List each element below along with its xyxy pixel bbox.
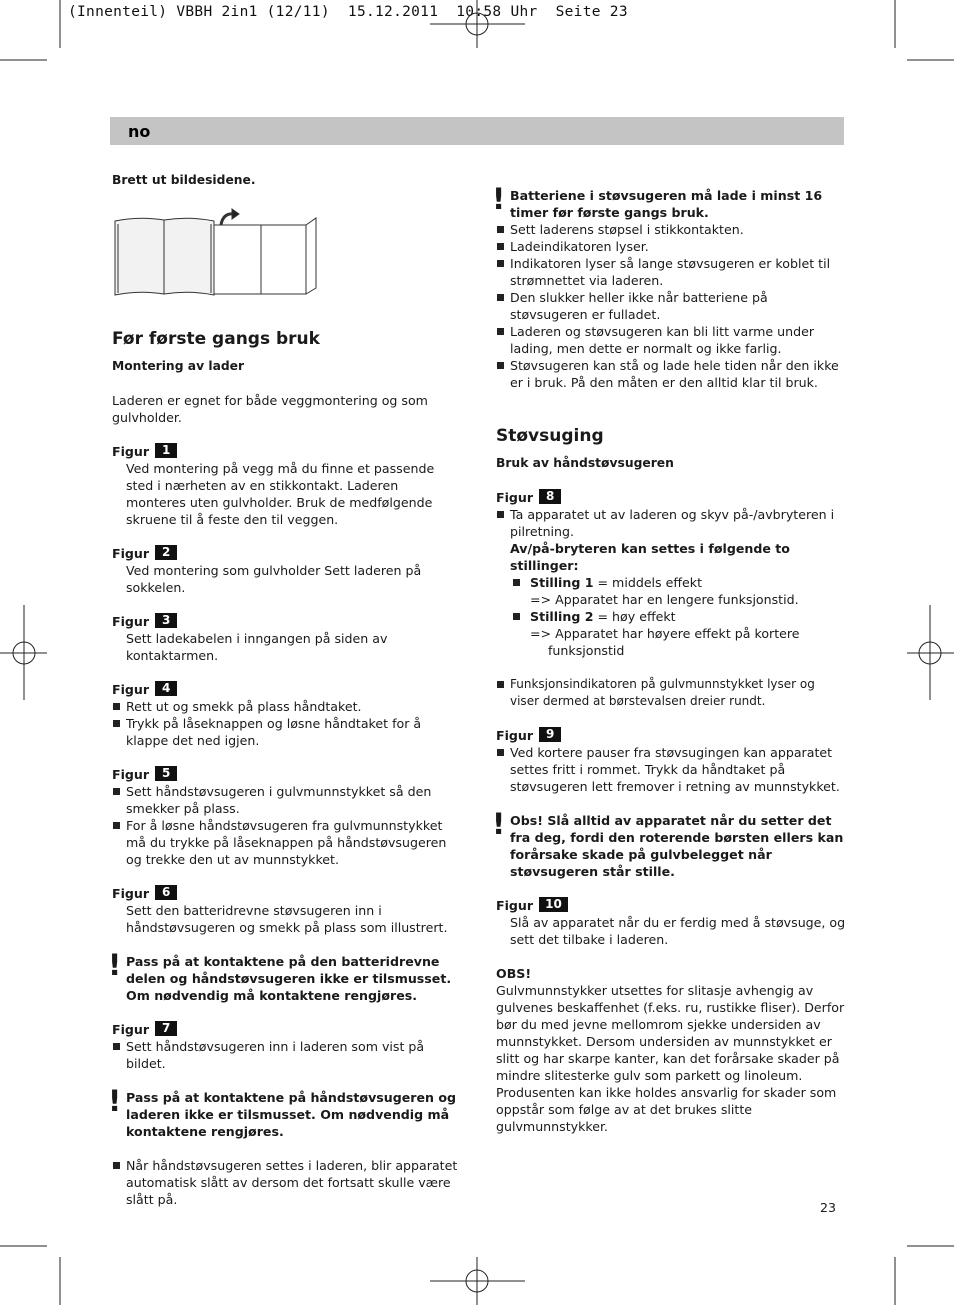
subhead-handheld: Bruk av håndstøvsugeren	[496, 456, 674, 470]
right-column	[492, 182, 846, 1135]
figure-3-label: Figur 3	[112, 613, 462, 630]
figure-number-badge: 10	[539, 897, 568, 912]
section-title-first-use: Før første gangs bruk	[112, 329, 320, 349]
exclamation-icon: !	[108, 948, 122, 982]
list-item: Støvsugeren kan stå og lade hele tiden når den ikke er i bruk. På den måten er den alltid klar til bruk.	[496, 357, 846, 391]
figure-6-text: Sett den batteridrevne støvsugeren inn i håndstøvsugeren og smekk på plass som illustrert.	[126, 903, 448, 935]
print-header: (Innenteil) VBBH 2in1 (12/11) 15.12.2011 10:58 Uhr Seite 23	[68, 4, 628, 20]
figure-5-label: Figur 5	[112, 766, 462, 783]
figure-number-badge: 6	[155, 885, 177, 900]
warning-battery-charge: ! Batteriene i støvsugeren må lade i minst 16 timer før første gangs bruk.	[492, 182, 823, 220]
figure-number-badge: 1	[155, 443, 177, 458]
list-item: Ta apparatet ut av laderen og skyv på-/avbryteren i pilretning.	[496, 506, 846, 540]
list-item: Sett laderens støpsel i stikkontakten.	[496, 221, 846, 238]
section-title-vacuuming: Støvsuging	[496, 426, 604, 446]
charger-paragraph: Laderen er egnet for både veggmontering og som gulvholder.	[112, 393, 428, 425]
list-item: Ved kortere pauser fra støvsugingen kan apparatet settes fritt i rommet. Trykk da håndtaket på støvsugeren lett fremover i retning av munnstykket.	[496, 744, 846, 795]
obs-title: OBS!	[496, 966, 532, 981]
language-bar	[110, 117, 844, 145]
figure-4-label: Figur 4	[112, 681, 462, 698]
obs-paragraph: Gulvmunnstykker utsettes for slitasje avhengig av gulvenes beskaffenhet (f.eks. ru, rustikke fliser). Derfor bør du med jevne mellomrom sjekke undersiden av munnstykket. Dersom undersiden av munnstykket er slitt og har skarpe kanter, kan det forårsake skader på mindre slitesterke gulv som parkett og linoleum. Produsenten kan ikke holdes ansvarlig for skader som oppstår som følge av at det brukes slitte gulvmunnstykker.	[496, 983, 845, 1134]
list-item: Ladeindikatoren lyser.	[496, 238, 846, 255]
left-column	[108, 172, 462, 1208]
warning-contacts-charger: ! Pass på at kontaktene på håndstøvsugeren og laderen ikke er tilsmusset. Om nødvendig må kontaktene rengjøres.	[108, 1084, 457, 1139]
list-item: Trykk på låseknappen og løsne håndtaket for å klappe det ned igjen.	[112, 715, 462, 749]
exclamation-icon: !	[108, 1084, 122, 1118]
page-number: 23	[819, 1200, 836, 1215]
figure-1-text: Ved montering på vegg må du finne et passende sted i nærheten av en stikkontakt. Laderen monteres uten gulvholder. Bruk de medfølgende skruene til å feste den til veggen.	[126, 461, 435, 527]
setting-1-result: => Apparatet har en lengere funksjonstid.	[530, 592, 799, 607]
list-item: Funksjonsindikatoren på gulvmunnstykket lyser og viser dermed at børstevalsen dreier rundt.	[496, 676, 846, 710]
intro-instruction: Brett ut bildesidene.	[112, 173, 256, 187]
figure-number-badge: 7	[155, 1021, 177, 1036]
figure-2-text: Ved montering som gulvholder Sett laderen på sokkelen.	[126, 563, 422, 595]
figure-number-badge: 5	[155, 766, 177, 781]
figure-10-text: Slå av apparatet når du er ferdig med å støvsuge, og sett det tilbake i laderen.	[510, 915, 846, 947]
figure-number-badge: 2	[155, 545, 177, 560]
figure-1-label: Figur 1	[112, 443, 462, 460]
list-item: Når håndstøvsugeren settes i laderen, blir apparatet automatisk slått av dersom det fortsatt skulle være slått på.	[112, 1157, 462, 1208]
list-item: For å løsne håndstøvsugeren fra gulvmunnstykket må du trykke på låseknappen på håndstøvsugeren og trekke den ut av munnstykket.	[112, 817, 462, 868]
warning-switch-off: ! Obs! Slå alltid av apparatet når du setter det fra deg, fordi den roterende børsten ellers kan forårsake skade på gulvbelegget når støvsugeren står stille.	[492, 807, 844, 879]
figure-7-label: Figur 7	[112, 1021, 462, 1038]
language-tag: no	[128, 122, 151, 141]
list-item: Sett håndstøvsugeren i gulvmunnstykket så den smekker på plass.	[112, 783, 462, 817]
figure-6-label: Figur 6	[112, 885, 462, 902]
subhead-charger-mounting: Montering av lader	[112, 359, 245, 373]
figure-10-label: Figur 10	[496, 897, 846, 914]
list-item: Rett ut og smekk på plass håndtaket.	[112, 698, 462, 715]
list-item: Indikatoren lyser så lange støvsugeren er koblet til strømnettet via laderen.	[496, 255, 846, 289]
figure-2-label: Figur 2	[112, 545, 462, 562]
figure-number-badge: 8	[539, 489, 561, 504]
figure-9-label: Figur 9	[496, 727, 846, 744]
figure-number-badge: 9	[539, 727, 561, 742]
list-item: Laderen og støvsugeren kan bli litt varme under lading, men dette er normalt og ikke farlig.	[496, 323, 846, 357]
figure-number-badge: 4	[155, 681, 177, 696]
figure-number-badge: 3	[155, 613, 177, 628]
exclamation-icon: !	[492, 182, 506, 216]
setting-2-item: Stilling 2 = høy effekt	[496, 608, 846, 625]
warning-contacts-battery: ! Pass på at kontaktene på den batteridrevne delen og håndstøvsugeren ikke er tilsmusset. Om nødvendig må kontaktene rengjøres.	[108, 948, 452, 1003]
list-item: Den slukker heller ikke når batteriene på støvsugeren er fulladet.	[496, 289, 846, 323]
setting-1-item: Stilling 1 = middels effekt	[496, 574, 846, 591]
setting-2-result: => Apparatet har høyere effekt på kortere funksjonstid	[530, 626, 800, 658]
list-item: Sett håndstøvsugeren inn i laderen som vist på bildet.	[112, 1038, 462, 1072]
exclamation-icon: !	[492, 807, 506, 841]
figure-3-text: Sett ladekabelen i inngangen på siden av kontaktarmen.	[126, 631, 388, 663]
figure-8-label: Figur 8	[496, 489, 846, 506]
switch-positions-heading: Av/på-bryteren kan settes i følgende to stillinger:	[510, 541, 790, 573]
